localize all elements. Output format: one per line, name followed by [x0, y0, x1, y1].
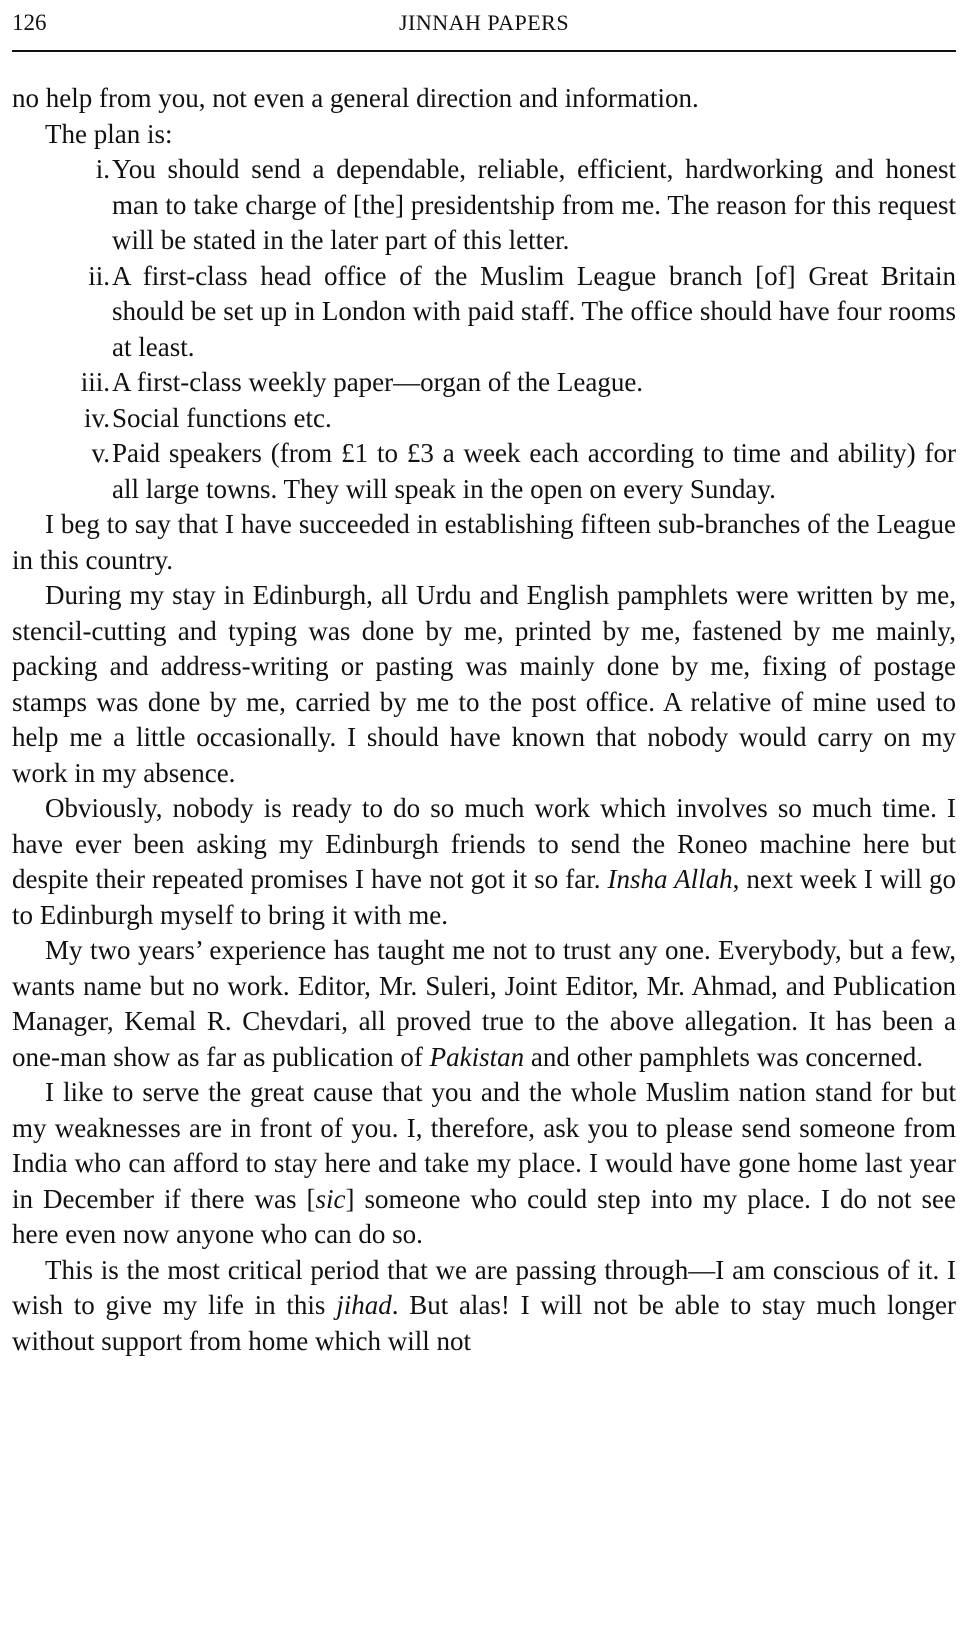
page-header: [12, 8, 956, 48]
text-run: ] someone who could step into my place. I do not see here even now anyone who can do so.: [12, 1183, 956, 1249]
plan-item-text: A first-class head office of the Muslim League branch [of] Great Britain should be set up in London with paid staff. The office should have four rooms at least.: [112, 260, 956, 362]
italic-word: jihad: [336, 1290, 392, 1320]
text-run: Obviously, nobody is ready to do so much work which involves so much time. I have ever been asking my Edinburgh friends to send the Roneo machine here but despite their repeated promises I have not got it so far.: [12, 793, 956, 894]
plan-item: [12, 365, 956, 401]
plan-item: [12, 152, 956, 259]
italic-sic: sic: [315, 1183, 346, 1214]
header-rule: [12, 50, 956, 52]
plan-item: [12, 401, 956, 437]
paragraph-critical-period: [12, 1253, 956, 1360]
plan-item-text: Paid speakers (from £1 to £3 a week each according to time and ability) for all large towns. They will speak in the open on every Sunday.: [112, 438, 956, 504]
text-run: This is the most critical period that we are passing through—I am conscious of it. I wish to give my life in this: [12, 1254, 956, 1320]
paragraph-replacement-request: [12, 1075, 956, 1253]
plan-item-text: Social functions etc.: [112, 402, 332, 433]
paragraph-continued: no help from you, not even a general direction and information.: [12, 83, 699, 113]
paragraph-sub-branches: I beg to say that I have succeeded in establishing fifteen sub-branches of the League in this country.: [12, 509, 956, 575]
paragraph-edinburgh-work: During my stay in Edinburgh, all Urdu and English pamphlets were written by me, stencil-cutting and typing was done by me, printed by me, fastened by me mainly, packing and address-writing or pasting was mainly done by me, fixing of postage stamps was done by me, carried by me to the post office. A relative of mine used to help me a little occasionally. I should have known that nobody would carry on my work in my absence.: [12, 580, 956, 788]
paragraph-roneo-machine: [12, 791, 956, 933]
text-run: I like to serve the great cause that you and the whole Muslim nation stand for but my weaknesses are in front of you. I, therefore, ask you to please send someone from India who can afford to stay here and take my place. I would have gone home last year in December if there was [: [12, 1077, 956, 1214]
italic-phrase: Insha Allah: [607, 864, 733, 894]
running-head: JINNAH PAPERS: [398, 10, 570, 35]
text-run: and other pamphlets was concerned.: [524, 1041, 923, 1072]
text-run: , next week I will go to Edinburgh myself to bring it with me.: [12, 864, 956, 930]
text-run: My two years’ experience has taught me not to trust any one. Everybody, but a few, wants name but no work. Editor, Mr. Suleri, Joint Editor, Mr. Ahmad, and Publication Manager, Kemal R. Chevdari, all proved true to the above allegation. It has been a one-man show as far as publication of: [12, 935, 956, 1072]
plan-list: [12, 152, 956, 507]
text-run: . But alas! I will not be able to stay much longer without support from home which will not: [12, 1290, 956, 1356]
plan-item-marker: v.: [91, 438, 110, 468]
italic-title: Pakistan: [429, 1041, 525, 1072]
plan-item: [12, 436, 956, 507]
plan-item-text: A first-class weekly paper—organ of the League.: [112, 367, 644, 397]
page-number: 126: [12, 10, 47, 35]
paragraph-plan-intro: The plan is:: [45, 118, 173, 149]
paragraph-experience: [12, 933, 956, 1075]
plan-item-marker: iii.: [80, 367, 110, 397]
plan-item-marker: i.: [95, 154, 110, 184]
plan-item-text: You should send a dependable, reliable, efficient, hardworking and honest man to take charge of [the] presidentship from me. The reason for this request will be stated in the later part of this letter.: [112, 154, 956, 255]
plan-item-marker: ii.: [88, 260, 110, 291]
body-text: [12, 81, 956, 1359]
plan-item-marker: iv.: [84, 402, 110, 433]
plan-item: [12, 259, 956, 366]
